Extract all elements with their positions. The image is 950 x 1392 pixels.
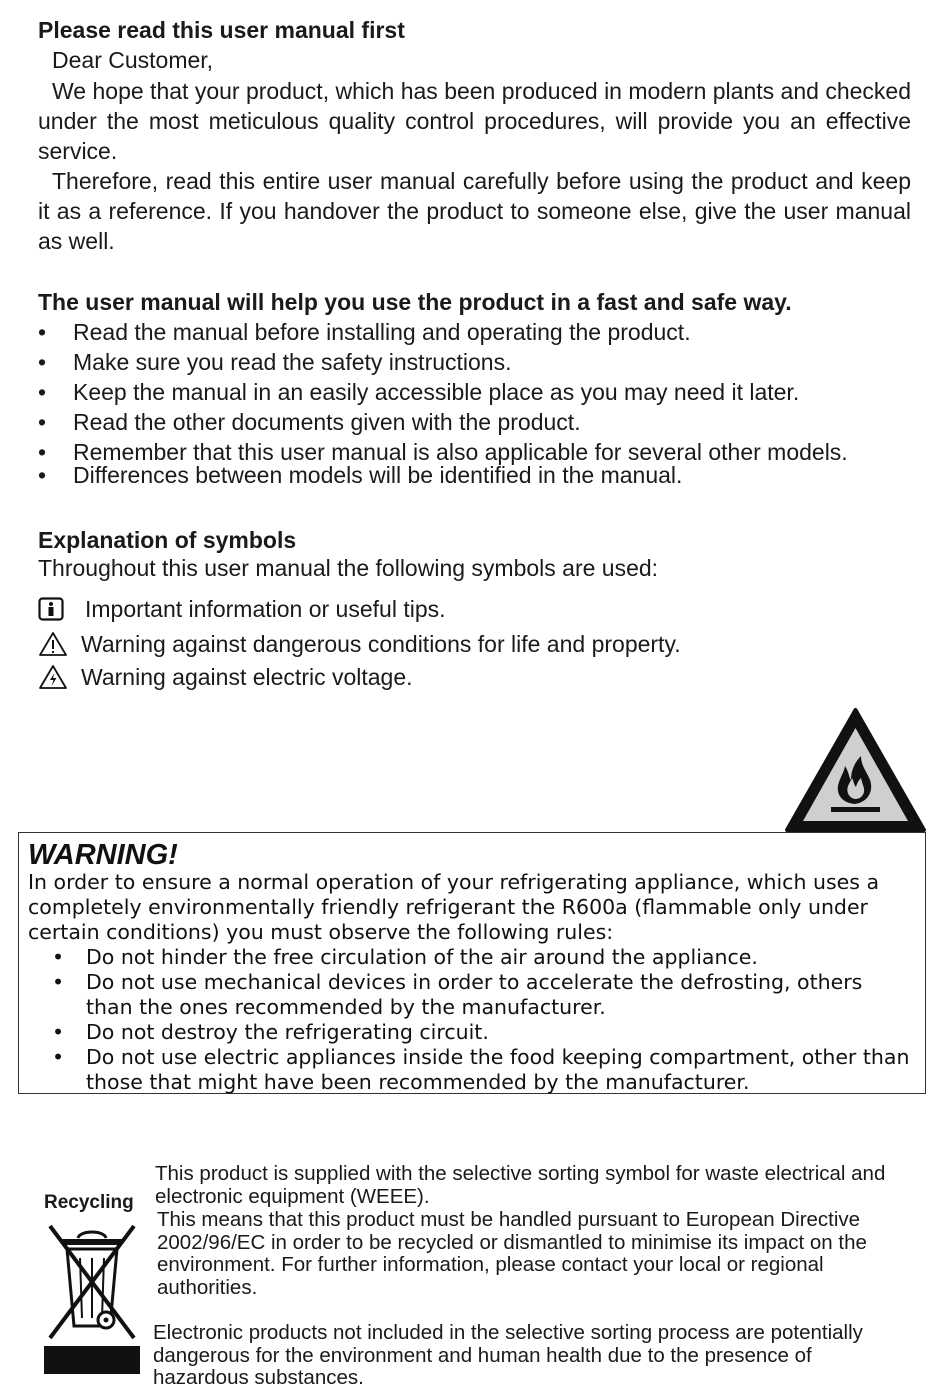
help-list (38, 317, 918, 488)
symbols-title: Explanation of symbols (38, 527, 297, 553)
warning-box (18, 832, 926, 1094)
symbol-label: Warning against dangerous conditions for life and property. (81, 630, 681, 657)
info-icon (38, 595, 85, 623)
recycling-paragraph-1: This product is supplied with the selective sorting symbol for waste electrical and electronic equipment (WEEE). (155, 1162, 886, 1208)
list-item: • Read the manual before installing and operating the product. (38, 317, 918, 347)
list-item: • Do not destroy the refrigerating circuit. (28, 1020, 923, 1045)
symbol-row-info (38, 593, 446, 625)
warning-title: WARNING! (28, 839, 178, 871)
list-item: • Remember that this user manual is also applicable for several other models. (38, 437, 918, 467)
symbols-intro: Throughout this user manual the following symbols are used: (38, 555, 659, 581)
warning-text: In order to ensure a normal operation of your refrigerating appliance, which uses a completely environmentally friendly refrigerant the R600a (flammable only under certain conditions) you must observe the following rules: (28, 870, 880, 944)
warning-list (28, 945, 923, 1095)
intro-paragraph-2: Therefore, read this entire user manual carefully before using the product and keep it as a reference. If you handover the product to someone else, give the user manual as well. (38, 168, 911, 254)
list-item: • Differences between models will be identified in the manual. (38, 465, 918, 485)
list-item: • Make sure you read the safety instructions. (38, 347, 918, 377)
recycling-label: Recycling (44, 1192, 134, 1213)
warning-triangle-icon (38, 630, 81, 658)
symbol-row-warning (38, 628, 681, 660)
list-item: • Do not hinder the free circulation of the air around the appliance. (28, 945, 923, 970)
list-item: • Keep the manual in an easily accessible place as you may need it later. (38, 377, 918, 407)
crossed-bin-icon (44, 1222, 140, 1374)
greeting: Dear Customer, (52, 47, 214, 73)
intro-title: Please read this user manual first (38, 17, 405, 43)
intro-paragraph-1: We hope that your product, which has been produced in modern plants and checked under the most meticulous quality control procedures, will provide you an effective service. (38, 78, 911, 164)
recycling-paragraph-2: This means that this product must be handled pursuant to European Directive 2002/96/EC in order to be recycled or dismantled to minimise its impact on the environment. For further information, please contact your local or regional authorities. (157, 1208, 867, 1300)
symbol-label: Important information or useful tips. (85, 595, 446, 622)
list-item: • Read the other documents given with the product. (38, 407, 918, 437)
flammable-warning-icon (783, 706, 928, 834)
help-title: The user manual will help you use the product in a fast and safe way. (38, 289, 792, 315)
list-item: • Do not use mechanical devices in order to accelerate the defrosting, others than the ones recommended by the manufacturer. (28, 970, 923, 1020)
recycling-paragraph-3: Electronic products not included in the selective sorting process are potentially dangerous for the environment and human health due to the presence of hazardous substances. (153, 1321, 863, 1390)
electric-warning-icon (38, 663, 81, 691)
symbol-row-electric (38, 661, 413, 693)
symbol-label: Warning against electric voltage. (81, 663, 413, 690)
list-item: • Do not use electric appliances inside the food keeping compartment, other than those that might have been recommended by the manufacturer. (28, 1045, 923, 1095)
